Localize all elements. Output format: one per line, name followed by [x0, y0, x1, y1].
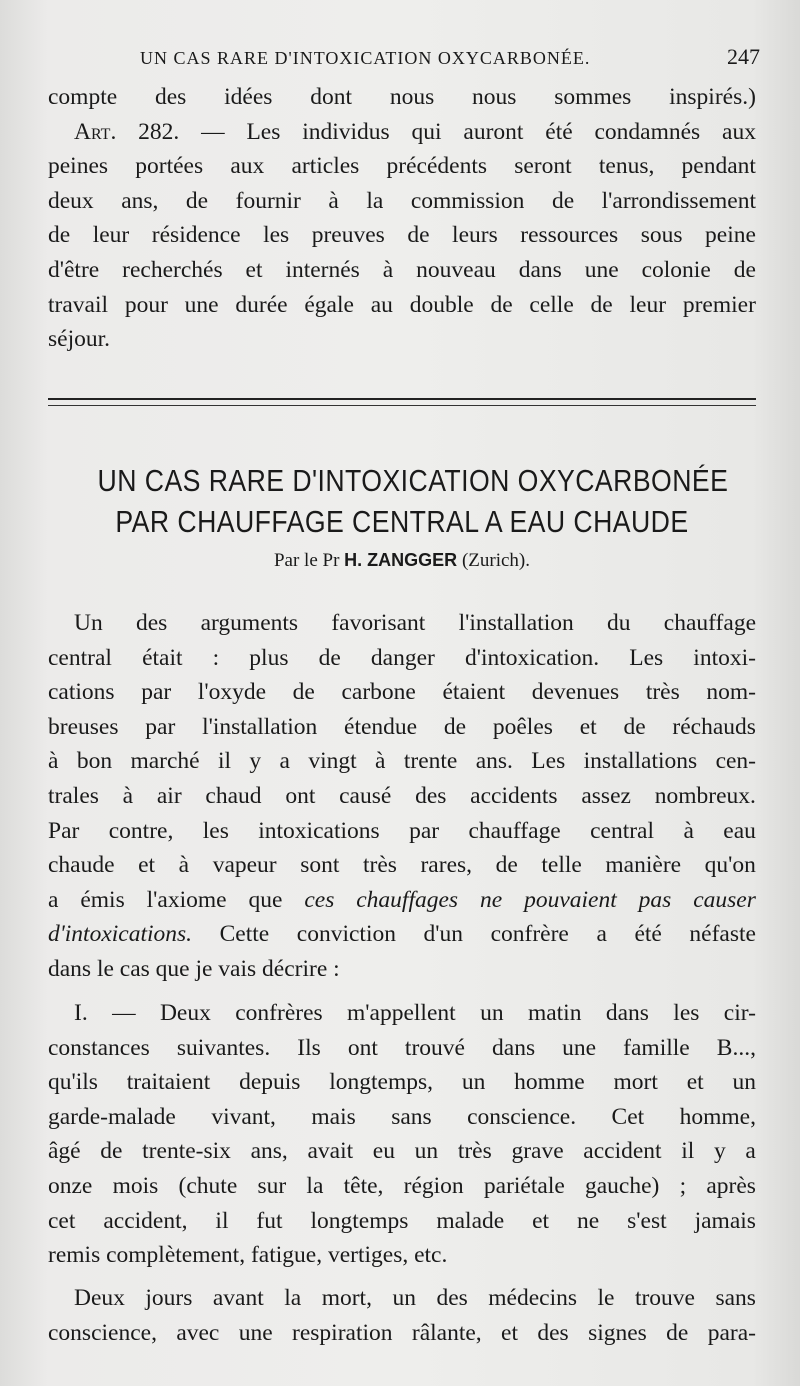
text-line: d'intoxications. Cette conviction d'un confrère a été néfaste [48, 921, 756, 948]
text-line: constances suivantes. Ils ont trouvé dans une famille B..., [48, 1034, 756, 1061]
text-line: d'être recherchés et internés à nouveau dans une colonie de [48, 256, 756, 283]
text-line: dans le cas que je vais décrire : [48, 955, 340, 982]
running-head [140, 44, 760, 74]
body-paragraph-3 [48, 1281, 756, 1350]
byline-prefix: Par le Pr [273, 550, 340, 571]
body-paragraph-1 [48, 606, 756, 987]
text-line: travail pour une durée égale au double de celle de leur premier [48, 291, 756, 318]
running-head-title: UN CAS RARE D'INTOXICATION OXYCARBONÉE. [140, 48, 591, 68]
text-line: Un des arguments favorisant l'installation du chauffage [74, 610, 756, 636]
byline-place: (Zurich). [461, 550, 530, 571]
text-line: âgé de trente-six ans, avait eu un très grave accident il y a [48, 1138, 756, 1165]
text-line: à bon marché il y a vingt à trente ans. Les installations cen- [48, 748, 756, 775]
text-line: compte des idées dont nous nous sommes inspirés.) [48, 84, 756, 110]
article-title-line-1: UN CAS RARE D'INTOXICATION OXYCARBONÉE [97, 463, 729, 498]
byline-author: H. ZANGGER [344, 550, 458, 570]
text-line: trales à air chaud ont causé des accidents assez nombreux. [48, 782, 756, 809]
text-line: breuses par l'installation étendue de poêles et de réchauds [48, 713, 756, 740]
text-line: I. — Deux confrères m'appellent un matin dans les cir- [74, 1000, 756, 1026]
article-title-line-2: PAR CHAUFFAGE CENTRAL A EAU CHAUDE [115, 504, 689, 539]
text-line: central était : plus de danger d'intoxication. Les intoxi- [48, 644, 756, 671]
text-line: cet accident, il fut longtemps malade et ne s'est jamais [48, 1207, 756, 1234]
text-line: deux ans, de fournir à la commission de l'arrondissement [48, 187, 756, 214]
section-divider [48, 398, 756, 400]
text-line: de leur résidence les preuves de leurs ressources sous peine [48, 222, 756, 249]
text-line: cations par l'oxyde de carbone étaient devenues très nom- [48, 679, 756, 706]
text-line: Par contre, les intoxications par chauffage central à eau [48, 817, 756, 844]
text-line: a émis l'axiome que ces chauffages ne pouvaient pas causer [48, 886, 756, 913]
text-line: qu'ils traitaient depuis longtemps, un homme mort et un [48, 1069, 756, 1096]
text-line: peines portées aux articles précédents seront tenus, pendant [48, 153, 756, 180]
text-line: Deux jours avant la mort, un des médecins le trouve sans [74, 1285, 756, 1311]
text-line: conscience, avec une respiration râlante, et des signes de para- [48, 1319, 756, 1346]
byline [48, 550, 756, 572]
text-line: remis complètement, fatigue, vertiges, etc. [48, 1242, 448, 1269]
text-line: garde-malade vivant, mais sans conscience. Cet homme, [48, 1103, 756, 1130]
section-divider-thin [48, 405, 756, 406]
text-line: chaude et à vapeur sont très rares, de telle manière qu'on [48, 852, 756, 879]
text-line: onze mois (chute sur la tête, région pariétale gauche) ; après [48, 1172, 756, 1199]
page-number: 247 [727, 44, 760, 69]
top-paragraph [48, 80, 756, 357]
text-line: Art. 282. — Les individus qui auront été condamnés aux [74, 118, 756, 145]
text-line: séjour. [48, 326, 111, 353]
body-paragraph-2 [48, 996, 756, 1273]
